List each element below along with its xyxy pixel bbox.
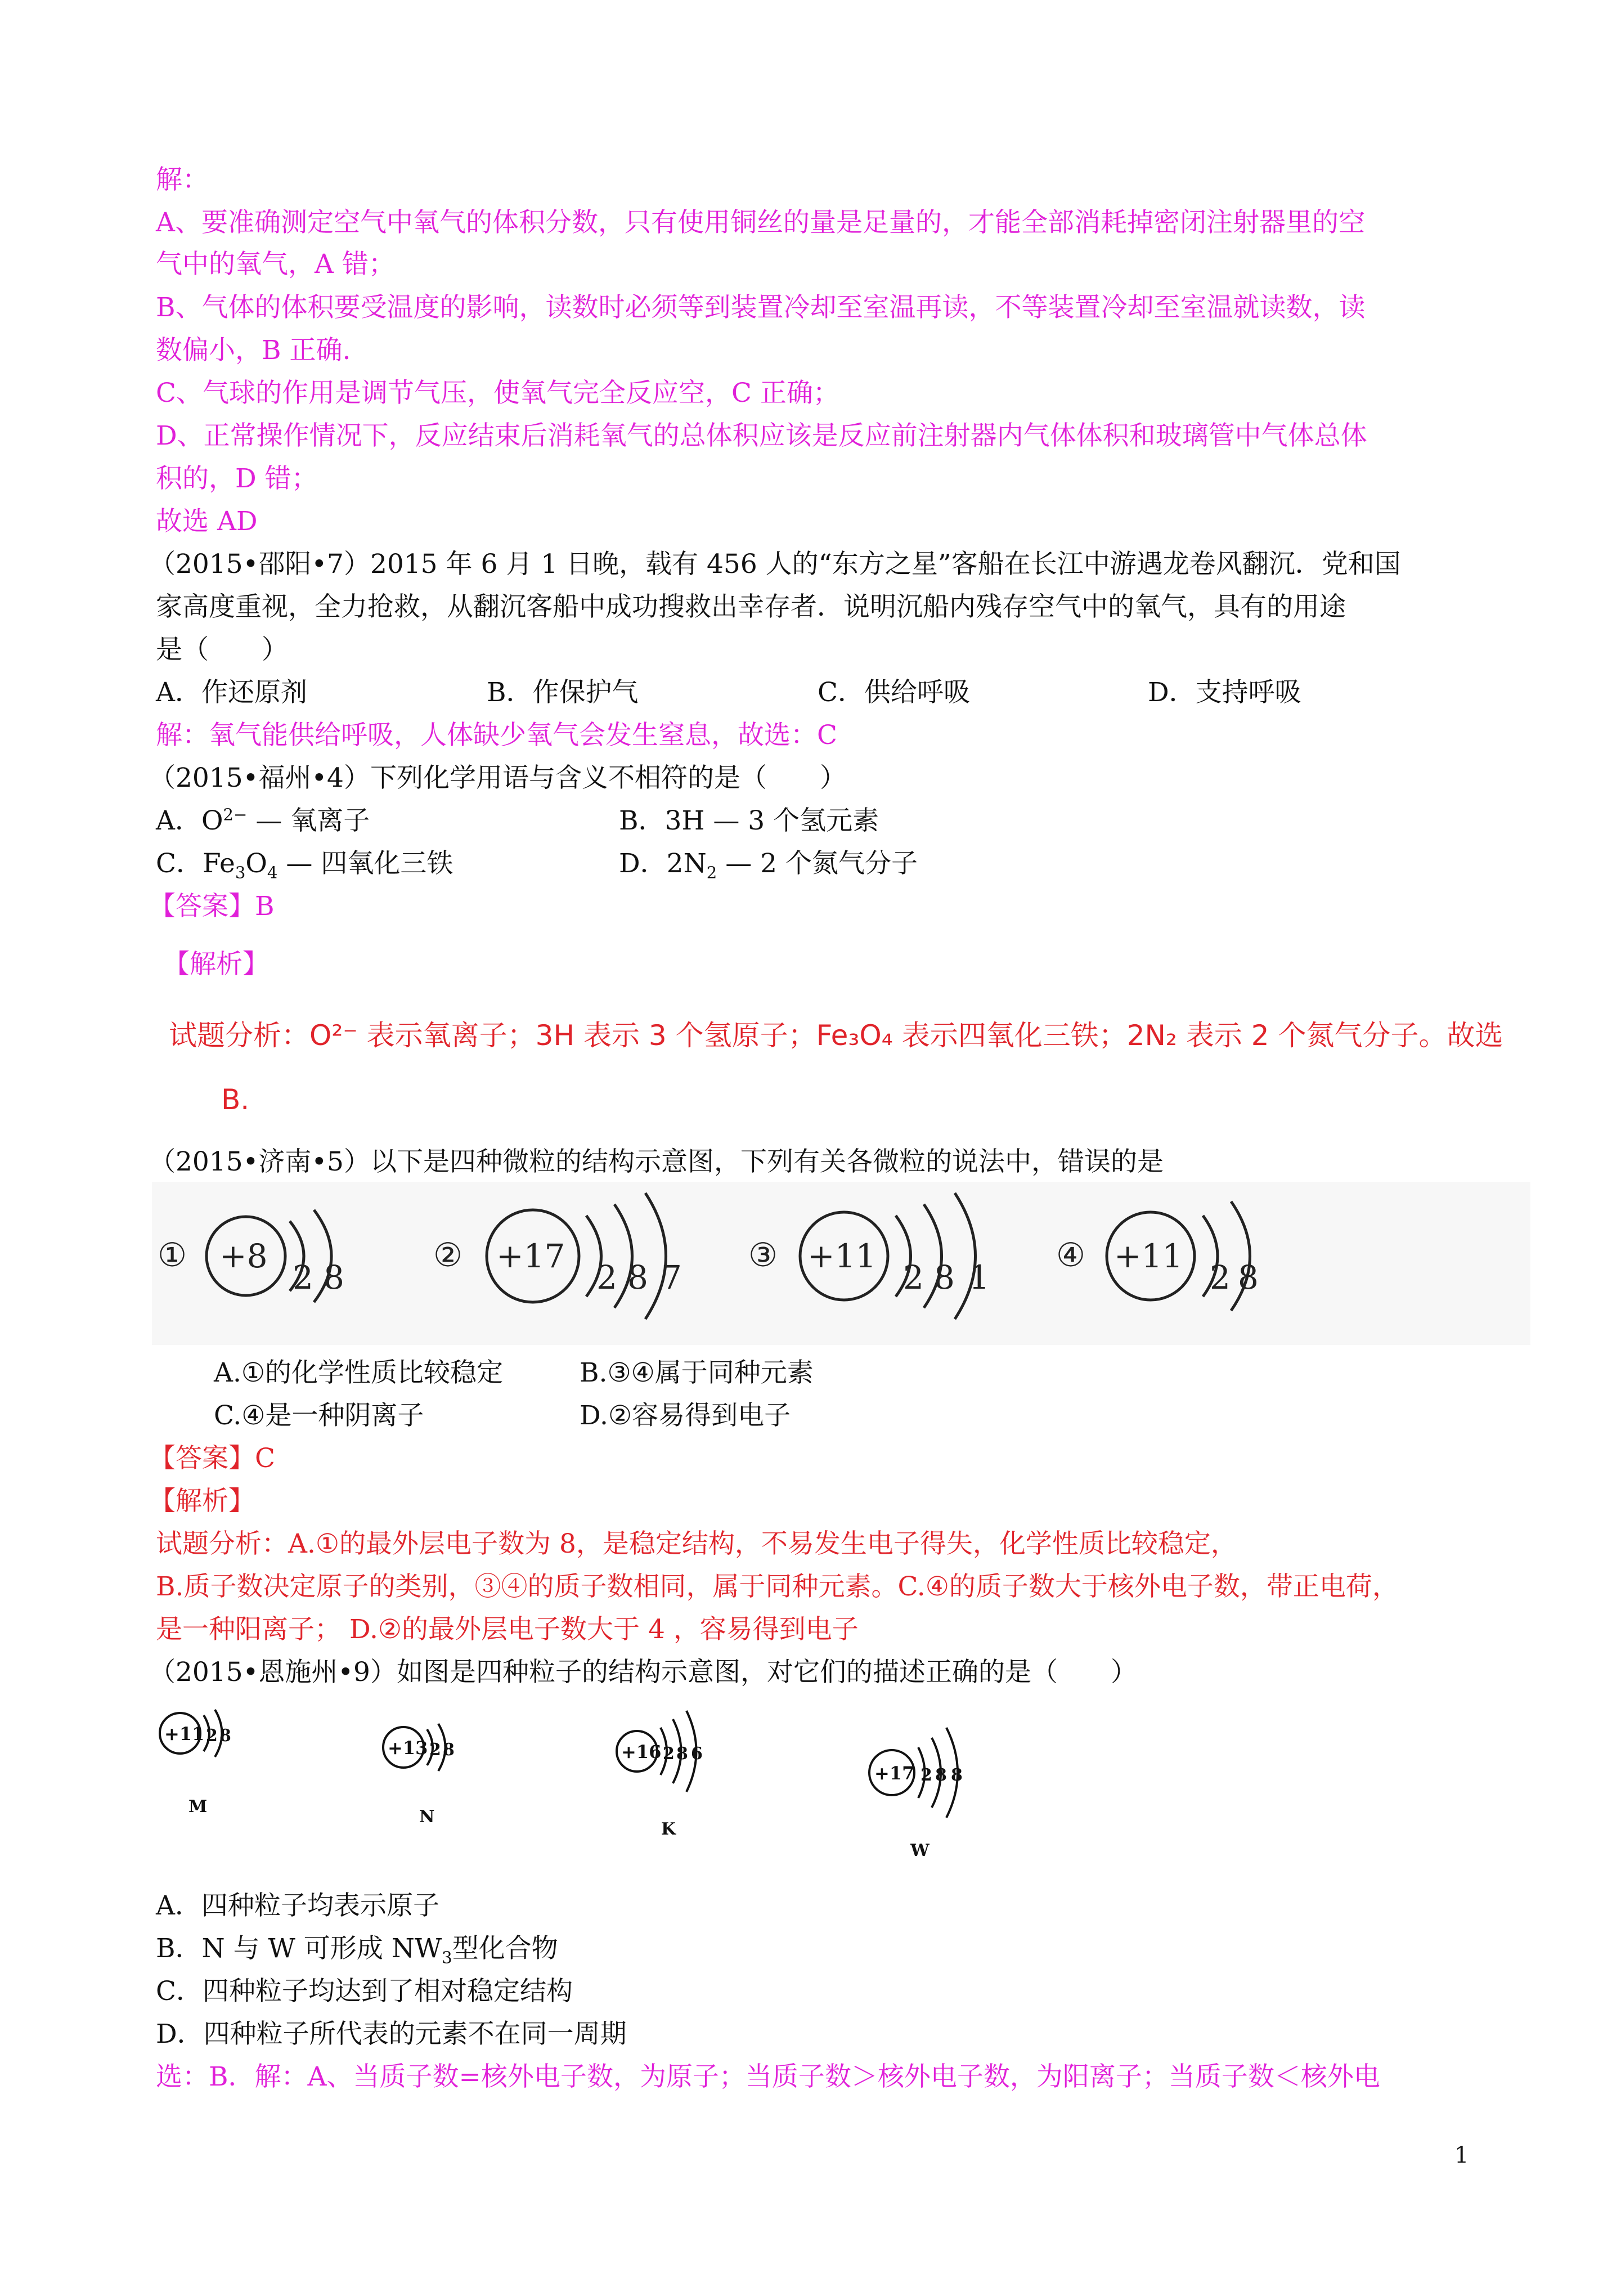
diagram-shell-n-1: 2 <box>429 1740 441 1760</box>
answer-jinan: 【答案】C <box>149 1443 275 1474</box>
option-d: D．支持呼吸 <box>1148 677 1301 708</box>
atomic-structure-diagram-enshi <box>152 1694 1080 1880</box>
diagram-shell-1-2: 8 <box>324 1258 344 1297</box>
diagram-nucleus-4: +11 <box>1114 1237 1183 1275</box>
solution-answer: 故选 AD <box>156 506 258 537</box>
solution-a-line2: 气中的氧气，A 错； <box>156 249 395 280</box>
solution-b-line2: 数偏小，B 正确. <box>156 335 351 366</box>
option-c: C．供给呼吸 <box>818 677 970 708</box>
analysis-jinan-line2: B.质子数决定原子的类别，③④的质子数相同，属于同种元素。C.④的质子数大于核外电子数，带正电荷， <box>156 1571 1399 1602</box>
diagram-shell-m-1: 2 <box>206 1726 218 1746</box>
diagram-label-w: W <box>910 1841 930 1860</box>
diagram-shell-w-2: 8 <box>935 1765 947 1785</box>
question-shaoyang-line2: 家高度重视，全力抢救，从翻沉客船中成功搜救出幸存者．说明沉船内残存空气中的氧气，具有的用途 <box>156 591 1346 622</box>
diagram-label-k: K <box>661 1819 676 1839</box>
option-a: A.①的化学性质比较稳定 <box>214 1357 504 1388</box>
analysis-fuzhou-line2: B. <box>221 1083 250 1116</box>
question-enshi-stem: （2015•恩施州•9）如图是四种粒子的结构示意图，对它们的描述正确的是（ ） <box>149 1657 1137 1688</box>
diagram-shell-k-3: 6 <box>691 1744 703 1764</box>
question-shaoyang-line1: （2015•邵阳•7）2015 年 6 月 1 日晚，载有 456 人的“东方之星”客船在长江中游遇龙卷风翻沉．党和国 <box>149 549 1401 580</box>
analysis-label-jinan: 【解析】 <box>149 1486 255 1517</box>
option-d: D．四种粒子所代表的元素不在同一周期 <box>156 2019 627 2050</box>
diagram-mark-3: ③ <box>748 1236 778 1274</box>
diagram-nucleus-w: +17 <box>874 1763 915 1784</box>
diagram-nucleus-n: +13 <box>388 1737 428 1759</box>
option-b: B．3H — 3 个氢元素 <box>619 805 879 836</box>
diagram-shell-2-1: 2 <box>596 1258 617 1297</box>
option-c: C．$Fe_3O_4$ — 四氧化三铁 <box>156 848 453 882</box>
question-fuzhou-stem: （2015•福州•4）下列化学用语与含义不相符的是（ ） <box>149 763 846 793</box>
diagram-shell-4-2: 8 <box>1238 1258 1259 1297</box>
solution-intro: 解： <box>156 164 209 195</box>
page-number: 1 <box>1454 2142 1469 2168</box>
diagram-mark-4: ④ <box>1056 1236 1085 1274</box>
option-c: C.④是一种阴离子 <box>214 1400 424 1431</box>
analysis-label-fuzhou: 【解析】 <box>163 949 269 980</box>
analysis-fuzhou-line1: 试题分析：O²⁻ 表示氧离子；3H 表示 3 个氢原子；Fe₃O₄ 表示四氧化三铁；2N₂ 表示 2 个氮气分子。故选 <box>169 1019 1503 1052</box>
diagram-shell-3-3: 1 <box>969 1258 990 1297</box>
question-shaoyang-line3: 是（ ） <box>156 634 288 665</box>
diagram-shell-3-2: 8 <box>934 1258 955 1297</box>
diagram-nucleus-m: +11 <box>164 1723 205 1745</box>
diagram-shell-3-1: 2 <box>903 1258 924 1297</box>
diagram-label-n: N <box>419 1807 435 1827</box>
solution-d-line2: 积的，D 错； <box>156 463 318 494</box>
diagram-shell-m-2: 8 <box>219 1726 231 1746</box>
diagram-label-m: M <box>188 1797 208 1817</box>
diagram-nucleus-k: +16 <box>621 1741 662 1763</box>
solution-c-line: C、气球的作用是调节气压，使氧气完全反应空，C 正确； <box>156 378 839 409</box>
diagram-mark-1: ① <box>158 1236 187 1274</box>
answer-fuzhou: 【答案】B <box>149 891 275 922</box>
diagram-nucleus-3: +11 <box>807 1237 877 1275</box>
diagram-shell-w-3: 8 <box>951 1765 963 1785</box>
atomic-structure-diagram-jinan <box>152 1182 1530 1345</box>
diagram-shell-2-3: 7 <box>661 1258 682 1297</box>
diagram-shell-k-1: 2 <box>663 1744 675 1764</box>
diagram-shell-2-2: 8 <box>627 1258 648 1297</box>
option-d: D.②容易得到电子 <box>580 1400 791 1431</box>
diagram-shell-k-2: 8 <box>676 1744 688 1764</box>
option-b: B．作保护气 <box>487 677 639 708</box>
diagram-shell-n-2: 8 <box>443 1740 455 1760</box>
solution-d-line1: D、正常操作情况下，反应结束后消耗氧气的总体积应该是反应前注射器内气体体积和玻璃管中气体总体 <box>156 420 1367 451</box>
option-a: A．$O^{2-}$ — 氧离子 <box>156 805 370 836</box>
analysis-jinan-line3: 是一种阳离子； D.②的最外层电子数大于 4 ，容易得到电子 <box>156 1614 859 1645</box>
option-a: A．四种粒子均表示原子 <box>156 1890 439 1921</box>
diagram-shell-1-1: 2 <box>293 1258 313 1297</box>
solution-b-line1: B、气体的体积要受温度的影响，读数时必须等到装置冷却至室温再读，不等装置冷却至室温就读数，读 <box>156 292 1366 323</box>
diagram-shell-4-1: 2 <box>1210 1258 1231 1297</box>
solution-enshi: 选：B．解：A、当质子数=核外电子数，为原子；当质子数＞核外电子数，为阳离子；当质子数＜核外电 <box>156 2061 1380 2092</box>
option-a: A．作还原剂 <box>156 677 307 708</box>
option-c: C．四种粒子均达到了相对稳定结构 <box>156 1976 573 2007</box>
diagram-nucleus-2: +17 <box>496 1237 565 1275</box>
question-jinan-stem: （2015•济南•5）以下是四种微粒的结构示意图，下列有关各微粒的说法中，错误的是 <box>149 1146 1164 1177</box>
option-b: B．N 与 W 可形成 $NW_3$型化合物 <box>156 1933 558 1967</box>
diagram-shell-w-1: 2 <box>920 1765 932 1785</box>
option-d: D．$2N_2$ — 2 个氮气分子 <box>619 848 918 882</box>
diagram-mark-2: ② <box>433 1236 462 1274</box>
solution-shaoyang: 解：氧气能供给呼吸，人体缺少氧气会发生窒息，故选：C <box>156 720 837 751</box>
option-b: B.③④属于同种元素 <box>580 1357 814 1388</box>
analysis-jinan-line1: 试题分析：A.①的最外层电子数为 8，是稳定结构，不易发生电子得失，化学性质比较稳定， <box>156 1528 1237 1559</box>
diagram-nucleus-1: +8 <box>219 1237 268 1275</box>
solution-a-line1: A、要准确测定空气中氧气的体积分数，只有使用铜丝的量是足量的，才能全部消耗掉密闭注射器里的空 <box>156 207 1365 238</box>
